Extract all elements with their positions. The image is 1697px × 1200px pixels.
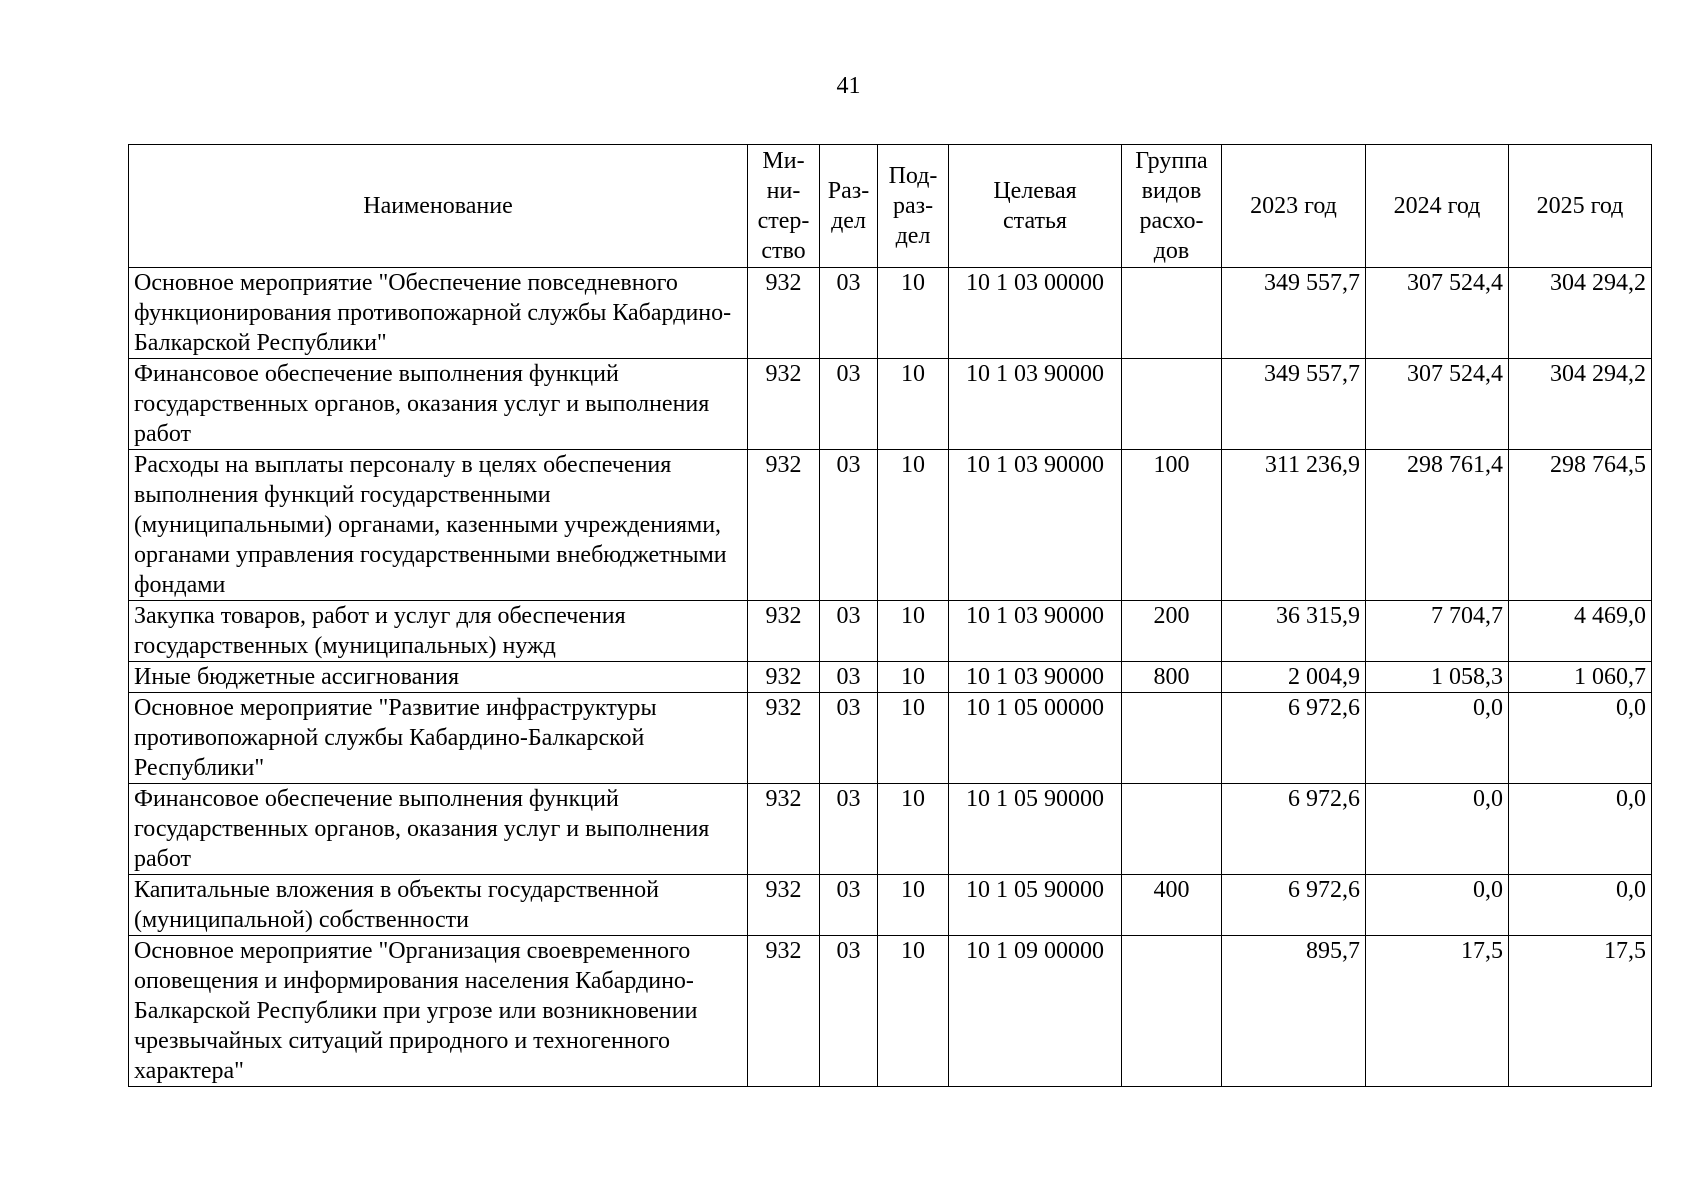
cell-section: 03	[820, 359, 878, 450]
cell-2024: 0,0	[1366, 784, 1509, 875]
cell-expense-group	[1122, 936, 1222, 1087]
cell-section: 03	[820, 875, 878, 936]
cell-2025: 0,0	[1509, 784, 1652, 875]
cell-expense-group: 400	[1122, 875, 1222, 936]
cell-2024: 7 704,7	[1366, 601, 1509, 662]
cell-subsection: 10	[878, 936, 949, 1087]
cell-name: Расходы на выплаты персоналу в целях обеспечения выполнения функций государственными (муниципальными) органами, казенными учреждениями, органами управления государственными внебюджетными фондами	[129, 450, 748, 601]
cell-2024: 307 524,4	[1366, 268, 1509, 359]
table-row	[129, 268, 1652, 359]
cell-2023: 895,7	[1222, 936, 1366, 1087]
cell-2024: 307 524,4	[1366, 359, 1509, 450]
cell-2024: 298 761,4	[1366, 450, 1509, 601]
cell-name: Иные бюджетные ассигнования	[129, 662, 748, 693]
table-row	[129, 784, 1652, 875]
header-2024: 2024 год	[1366, 145, 1509, 268]
cell-expense-group: 100	[1122, 450, 1222, 601]
table-row	[129, 450, 1652, 601]
cell-2024: 0,0	[1366, 693, 1509, 784]
header-target	[949, 145, 1122, 268]
header-name: Наименование	[129, 145, 748, 268]
budget-table	[128, 144, 1652, 1087]
cell-expense-group	[1122, 268, 1222, 359]
cell-2023: 6 972,6	[1222, 693, 1366, 784]
header-target-line: Целевая	[993, 178, 1077, 204]
page-number: 41	[836, 73, 861, 99]
cell-ministry: 932	[748, 936, 820, 1087]
header-ministry-line: стер-	[757, 208, 810, 234]
cell-target: 10 1 03 90000	[949, 601, 1122, 662]
cell-section: 03	[820, 936, 878, 1087]
table-row	[129, 875, 1652, 936]
cell-subsection: 10	[878, 450, 949, 601]
header-subsection-line: раз-	[892, 193, 934, 219]
cell-expense-group	[1122, 359, 1222, 450]
cell-subsection: 10	[878, 662, 949, 693]
cell-section: 03	[820, 784, 878, 875]
cell-name: Финансовое обеспечение выполнения функций государственных органов, оказания услуг и выполнения работ	[129, 359, 748, 450]
cell-ministry: 932	[748, 784, 820, 875]
cell-2023: 349 557,7	[1222, 268, 1366, 359]
cell-2023: 6 972,6	[1222, 784, 1366, 875]
cell-target: 10 1 03 90000	[949, 359, 1122, 450]
cell-2023: 6 972,6	[1222, 875, 1366, 936]
header-subsection-line: дел	[895, 223, 931, 249]
table-row	[129, 662, 1652, 693]
cell-target: 10 1 03 90000	[949, 662, 1122, 693]
cell-name: Основное мероприятие "Организация своевременного оповещения и информирования населения Кабардино-Балкарской Республики при угрозе или возникновении чрезвычайных ситуаций природного и техногенного характера"	[129, 936, 748, 1087]
cell-ministry: 932	[748, 601, 820, 662]
cell-section: 03	[820, 450, 878, 601]
header-expense-group-line: расхо-	[1139, 208, 1204, 234]
cell-2023: 2 004,9	[1222, 662, 1366, 693]
cell-ministry: 932	[748, 268, 820, 359]
cell-2024: 1 058,3	[1366, 662, 1509, 693]
cell-name: Капитальные вложения в объекты государственной (муниципальной) собственности	[129, 875, 748, 936]
cell-2025: 304 294,2	[1509, 268, 1652, 359]
cell-name: Основное мероприятие "Развитие инфраструктуры противопожарной службы Кабардино-Балкарской Республики"	[129, 693, 748, 784]
table-row	[129, 601, 1652, 662]
cell-2025: 1 060,7	[1509, 662, 1652, 693]
cell-2025: 298 764,5	[1509, 450, 1652, 601]
cell-subsection: 10	[878, 875, 949, 936]
cell-target: 10 1 03 00000	[949, 268, 1122, 359]
cell-section: 03	[820, 601, 878, 662]
cell-2025: 17,5	[1509, 936, 1652, 1087]
cell-2023: 349 557,7	[1222, 359, 1366, 450]
cell-section: 03	[820, 693, 878, 784]
cell-expense-group: 200	[1122, 601, 1222, 662]
cell-2024: 0,0	[1366, 875, 1509, 936]
cell-name: Закупка товаров, работ и услуг для обеспечения государственных (муниципальных) нужд	[129, 601, 748, 662]
cell-2025: 304 294,2	[1509, 359, 1652, 450]
header-ministry-line: ство	[761, 238, 806, 264]
cell-ministry: 932	[748, 662, 820, 693]
cell-2023: 36 315,9	[1222, 601, 1366, 662]
cell-ministry: 932	[748, 693, 820, 784]
cell-section: 03	[820, 662, 878, 693]
header-ministry	[748, 145, 820, 268]
cell-2025: 0,0	[1509, 875, 1652, 936]
header-section-line: дел	[831, 208, 866, 234]
header-expense-group-line: видов	[1141, 178, 1202, 204]
cell-2023: 311 236,9	[1222, 450, 1366, 601]
table-row	[129, 359, 1652, 450]
cell-target: 10 1 05 00000	[949, 693, 1122, 784]
header-ministry-line: ни-	[766, 178, 801, 204]
cell-subsection: 10	[878, 784, 949, 875]
header-subsection	[878, 145, 949, 268]
cell-subsection: 10	[878, 601, 949, 662]
header-section-line: Раз-	[827, 178, 870, 204]
cell-name: Основное мероприятие "Обеспечение повседневного функционирования противопожарной службы Кабардино-Балкарской Республики"	[129, 268, 748, 359]
cell-section: 03	[820, 268, 878, 359]
header-section	[820, 145, 878, 268]
cell-expense-group: 800	[1122, 662, 1222, 693]
cell-target: 10 1 09 00000	[949, 936, 1122, 1087]
header-2025: 2025 год	[1509, 145, 1652, 268]
cell-2025: 4 469,0	[1509, 601, 1652, 662]
cell-subsection: 10	[878, 693, 949, 784]
cell-expense-group	[1122, 784, 1222, 875]
table-row	[129, 693, 1652, 784]
table-header-row	[129, 145, 1652, 268]
cell-subsection: 10	[878, 359, 949, 450]
cell-ministry: 932	[748, 359, 820, 450]
cell-target: 10 1 03 90000	[949, 450, 1122, 601]
header-2023: 2023 год	[1222, 145, 1366, 268]
header-expense-group-line: Группа	[1135, 148, 1208, 174]
cell-2025: 0,0	[1509, 693, 1652, 784]
header-ministry-line: Ми-	[762, 148, 805, 174]
cell-name: Финансовое обеспечение выполнения функций государственных органов, оказания услуг и выполнения работ	[129, 784, 748, 875]
header-subsection-line: Под-	[888, 163, 938, 189]
header-expense-group-line: дов	[1153, 238, 1190, 264]
cell-target: 10 1 05 90000	[949, 875, 1122, 936]
cell-expense-group	[1122, 693, 1222, 784]
cell-ministry: 932	[748, 875, 820, 936]
table-row	[129, 936, 1652, 1087]
cell-target: 10 1 05 90000	[949, 784, 1122, 875]
header-expense-group	[1122, 145, 1222, 268]
cell-ministry: 932	[748, 450, 820, 601]
cell-2024: 17,5	[1366, 936, 1509, 1087]
cell-subsection: 10	[878, 268, 949, 359]
header-target-line: статья	[1003, 208, 1067, 234]
table-body	[129, 268, 1652, 1087]
